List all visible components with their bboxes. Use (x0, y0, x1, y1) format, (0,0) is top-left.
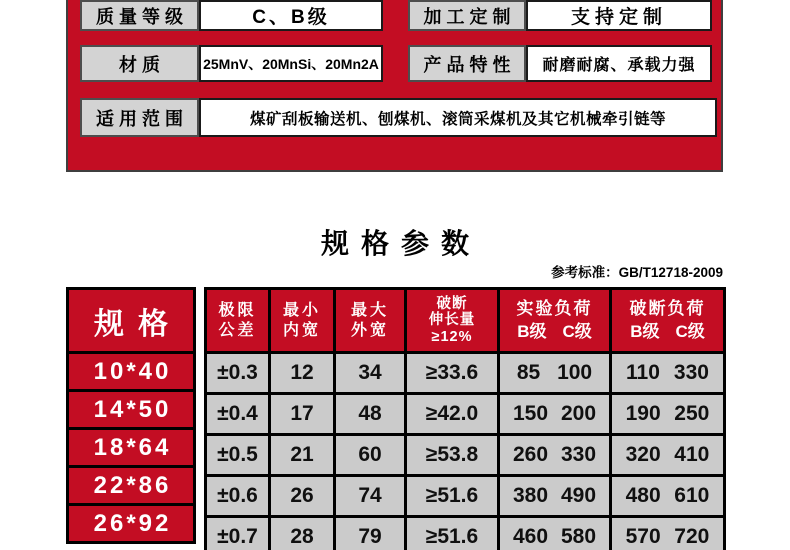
cell-test-load: 85 100 (499, 353, 611, 394)
cell-min-inner-width: 26 (270, 476, 335, 517)
spec-parameters-table (204, 287, 726, 550)
cell-max-outer-width: 74 (335, 476, 406, 517)
cell-break-load: 190 250 (611, 394, 725, 435)
field-label-material: 材质 (80, 45, 199, 82)
cell-elongation: ≥51.6 (406, 517, 499, 550)
product-info-banner (66, 0, 723, 172)
spec-column-header: 规格 (66, 287, 196, 354)
spec-column (66, 287, 196, 544)
field-value-scope: 煤矿刮板输送机、刨煤机、滚筒采煤机及其它机械牵引链等 (199, 98, 717, 137)
cell-elongation: ≥51.6 (406, 476, 499, 517)
table-row (206, 476, 725, 517)
field-label-scope: 适用范围 (80, 98, 199, 137)
spec-cell: 14*50 (66, 389, 196, 430)
cell-elongation: ≥33.6 (406, 353, 499, 394)
grade-c-label: C级 (562, 321, 592, 341)
cell-max-outer-width: 79 (335, 517, 406, 550)
section-title: 规格参数 (320, 228, 481, 259)
col-header-elongation: 破断 伸长量 ≥12% (406, 289, 499, 353)
cell-min-inner-width: 17 (270, 394, 335, 435)
table-row (206, 435, 725, 476)
grade-b-label: B级 (517, 321, 547, 341)
table-row (206, 353, 725, 394)
cell-tolerance: ±0.3 (206, 353, 270, 394)
cell-test-load: 260 330 (499, 435, 611, 476)
cell-break-load: 480 610 (611, 476, 725, 517)
spec-cell: 18*64 (66, 427, 196, 468)
cell-test-load: 380 490 (499, 476, 611, 517)
table-row (206, 394, 725, 435)
field-value-material: 25MnV、20MnSi、20Mn2A (199, 45, 383, 82)
field-value-customization: 支持定制 (526, 0, 712, 31)
col-header-min-inner-width: 最小 内宽 (270, 289, 335, 353)
table-row (206, 517, 725, 550)
cell-tolerance: ±0.5 (206, 435, 270, 476)
cell-break-load: 110 330 (611, 353, 725, 394)
col-header-test-load: 实验负荷 B级 C级 (499, 289, 611, 353)
cell-tolerance: ±0.4 (206, 394, 270, 435)
cell-tolerance: ±0.6 (206, 476, 270, 517)
spec-cell: 26*92 (66, 503, 196, 544)
cell-max-outer-width: 48 (335, 394, 406, 435)
cell-break-load: 570 720 (611, 517, 725, 550)
cell-tolerance: ±0.7 (206, 517, 270, 550)
spec-cell: 22*86 (66, 465, 196, 506)
cell-break-load: 320 410 (611, 435, 725, 476)
table-header-row (206, 289, 725, 353)
cell-elongation: ≥53.8 (406, 435, 499, 476)
cell-max-outer-width: 34 (335, 353, 406, 394)
field-value-features: 耐磨耐腐、承载力强 (526, 45, 712, 82)
cell-min-inner-width: 21 (270, 435, 335, 476)
field-label-features: 产品特性 (408, 45, 526, 82)
field-label-quality-grade: 质量等级 (80, 0, 199, 31)
cell-min-inner-width: 12 (270, 353, 335, 394)
grade-b-label: B级 (630, 321, 660, 341)
grade-c-label: C级 (675, 321, 705, 341)
cell-test-load: 150 200 (499, 394, 611, 435)
reference-standard: 参考标准：GB/T12718-2009 (551, 265, 723, 280)
cell-elongation: ≥42.0 (406, 394, 499, 435)
col-header-tolerance: 极限 公差 (206, 289, 270, 353)
spec-cell: 10*40 (66, 351, 196, 392)
field-label-customization: 加工定制 (408, 0, 526, 31)
col-header-break-load: 破断负荷 B级 C级 (611, 289, 725, 353)
cell-test-load: 460 580 (499, 517, 611, 550)
col-header-max-outer-width: 最大 外宽 (335, 289, 406, 353)
cell-min-inner-width: 28 (270, 517, 335, 550)
cell-max-outer-width: 60 (335, 435, 406, 476)
field-value-quality-grade: C、B级 (199, 0, 383, 31)
